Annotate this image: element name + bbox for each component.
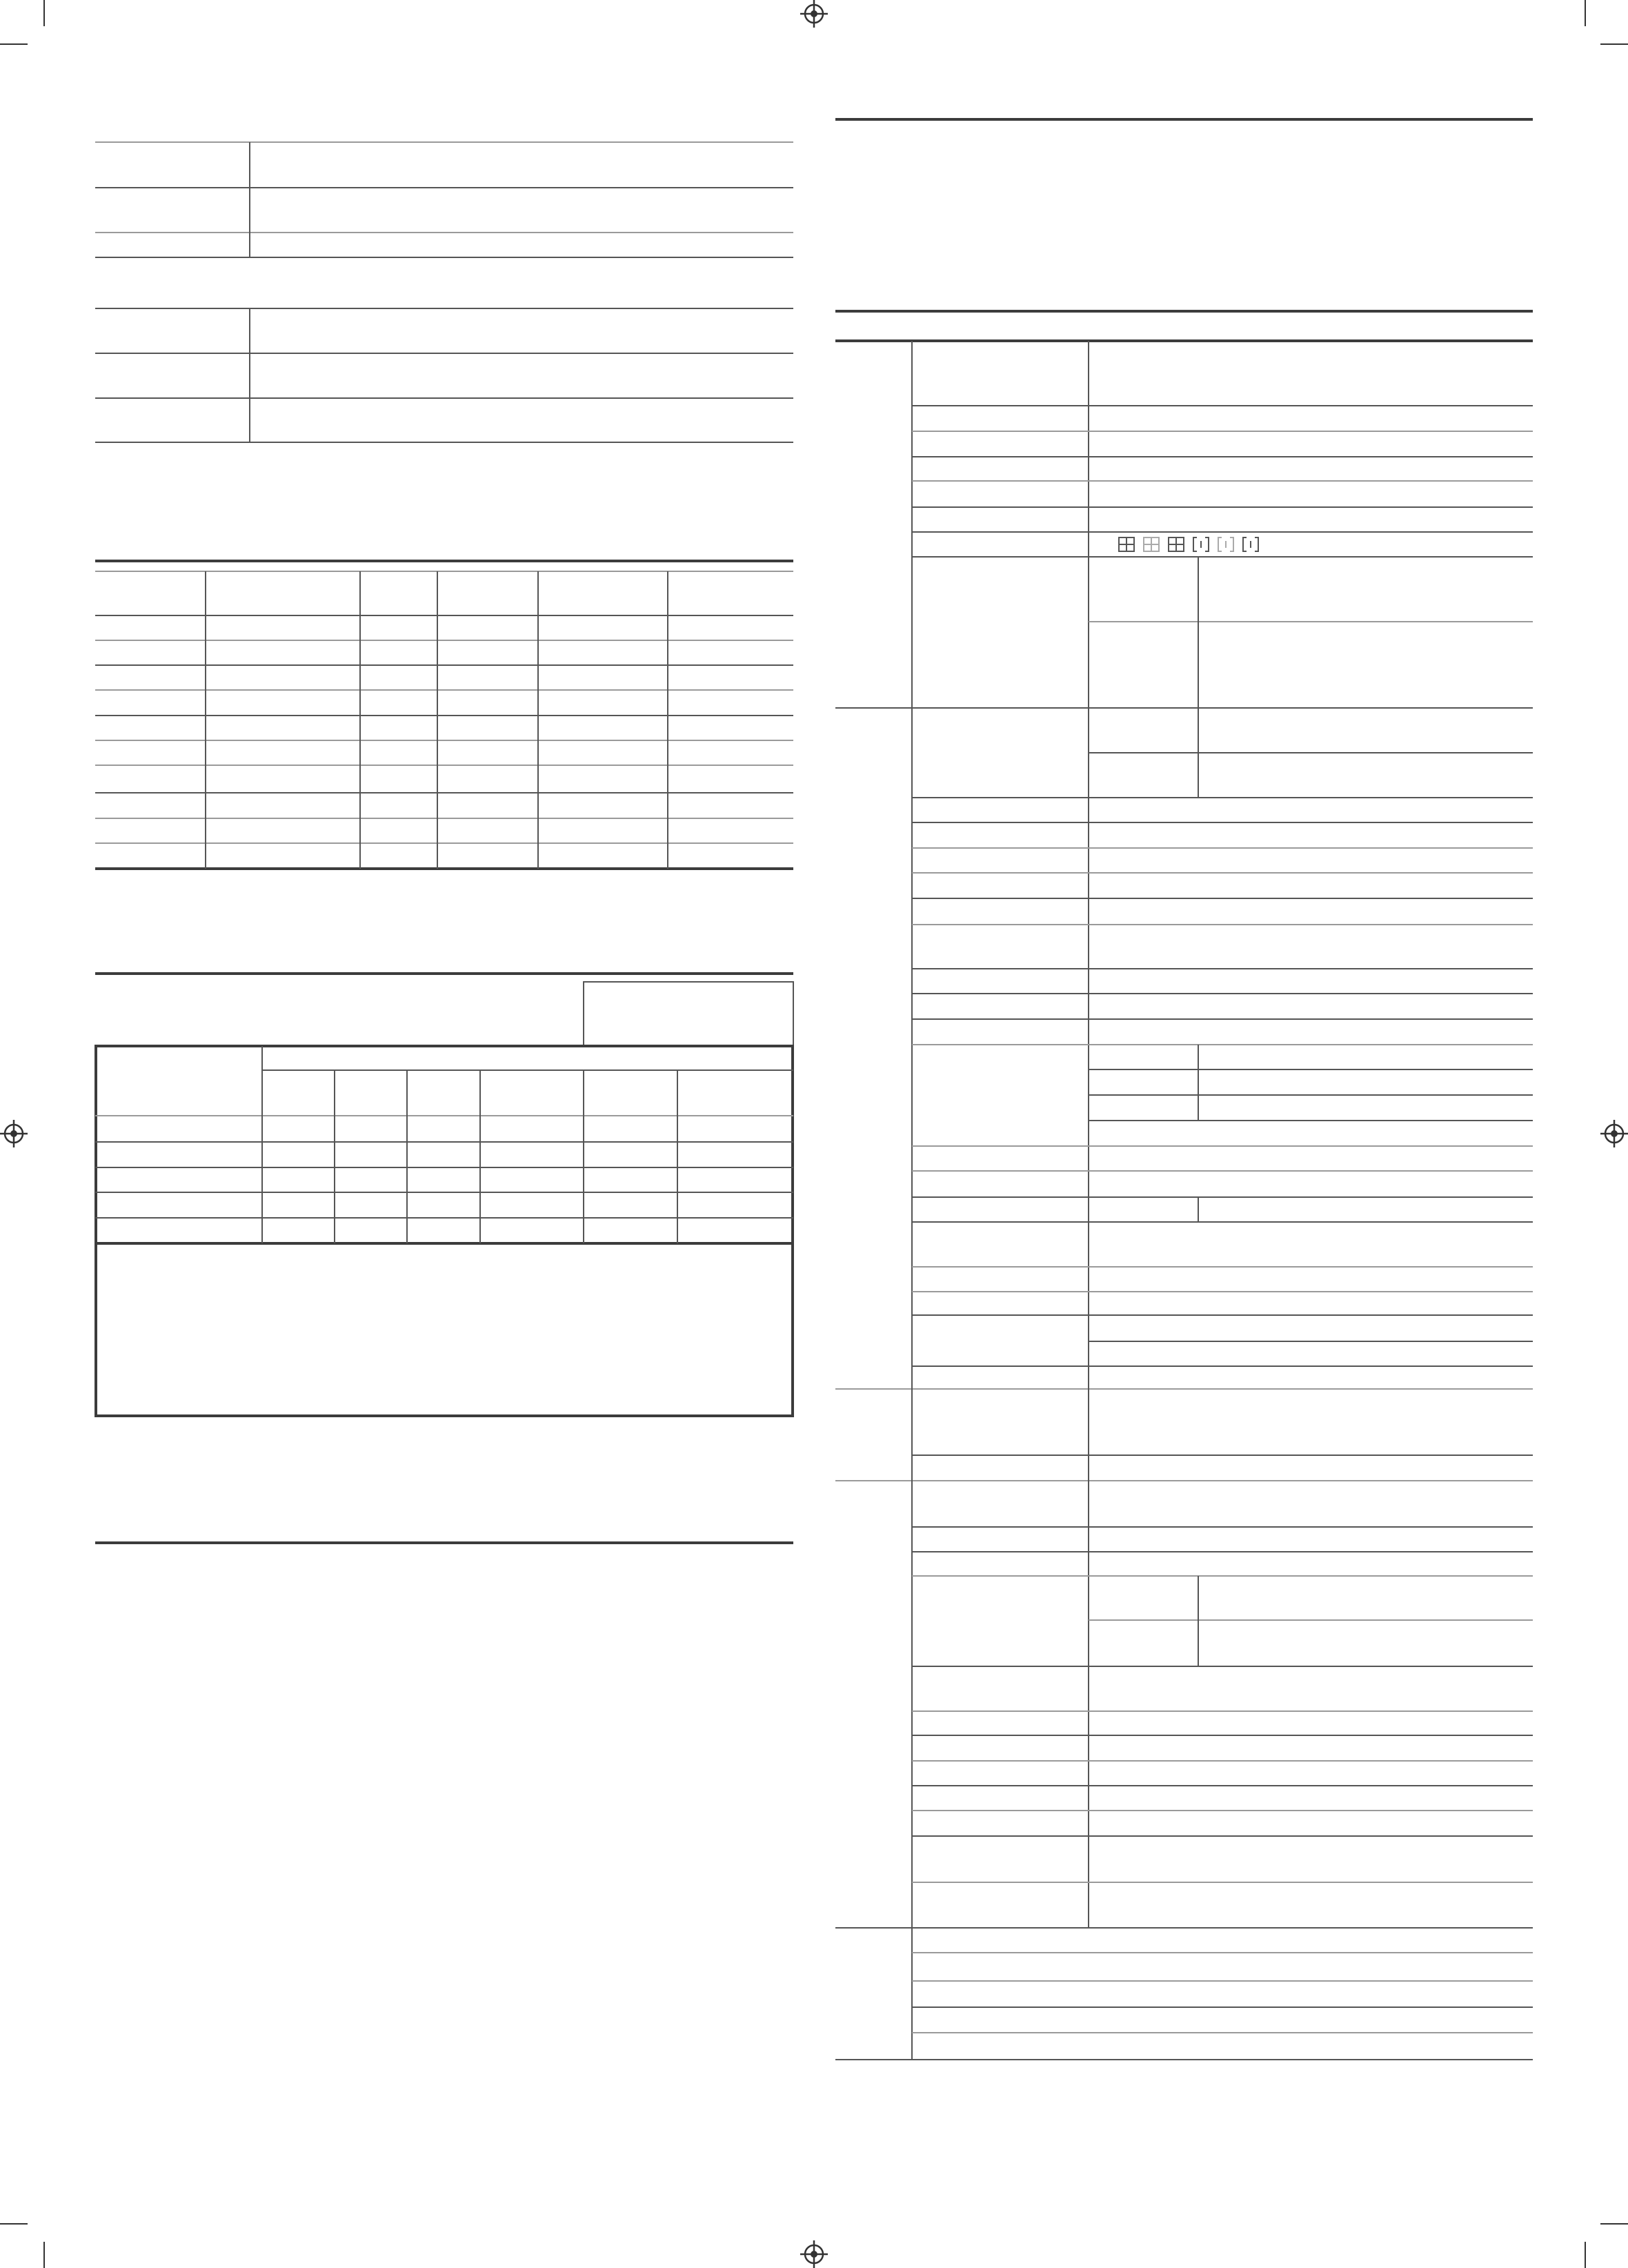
bracket-icon <box>1193 538 1209 551</box>
table-3 <box>95 561 793 869</box>
table-2 <box>95 308 793 442</box>
grid-icon <box>1119 538 1134 551</box>
registration-mark-top <box>800 0 828 28</box>
registration-mark-left <box>0 1120 28 1147</box>
table-4 <box>95 974 793 1416</box>
icon-row <box>1119 538 1258 551</box>
grid-icon <box>1144 538 1159 551</box>
bracket-icon <box>1243 538 1258 551</box>
grid-icon <box>1169 538 1184 551</box>
table-1 <box>95 142 793 257</box>
registration-mark-bottom <box>800 2240 828 2268</box>
registration-mark-right <box>1600 1120 1628 1147</box>
bracket-icon-light <box>1218 538 1233 551</box>
spec-table <box>835 119 1533 2060</box>
